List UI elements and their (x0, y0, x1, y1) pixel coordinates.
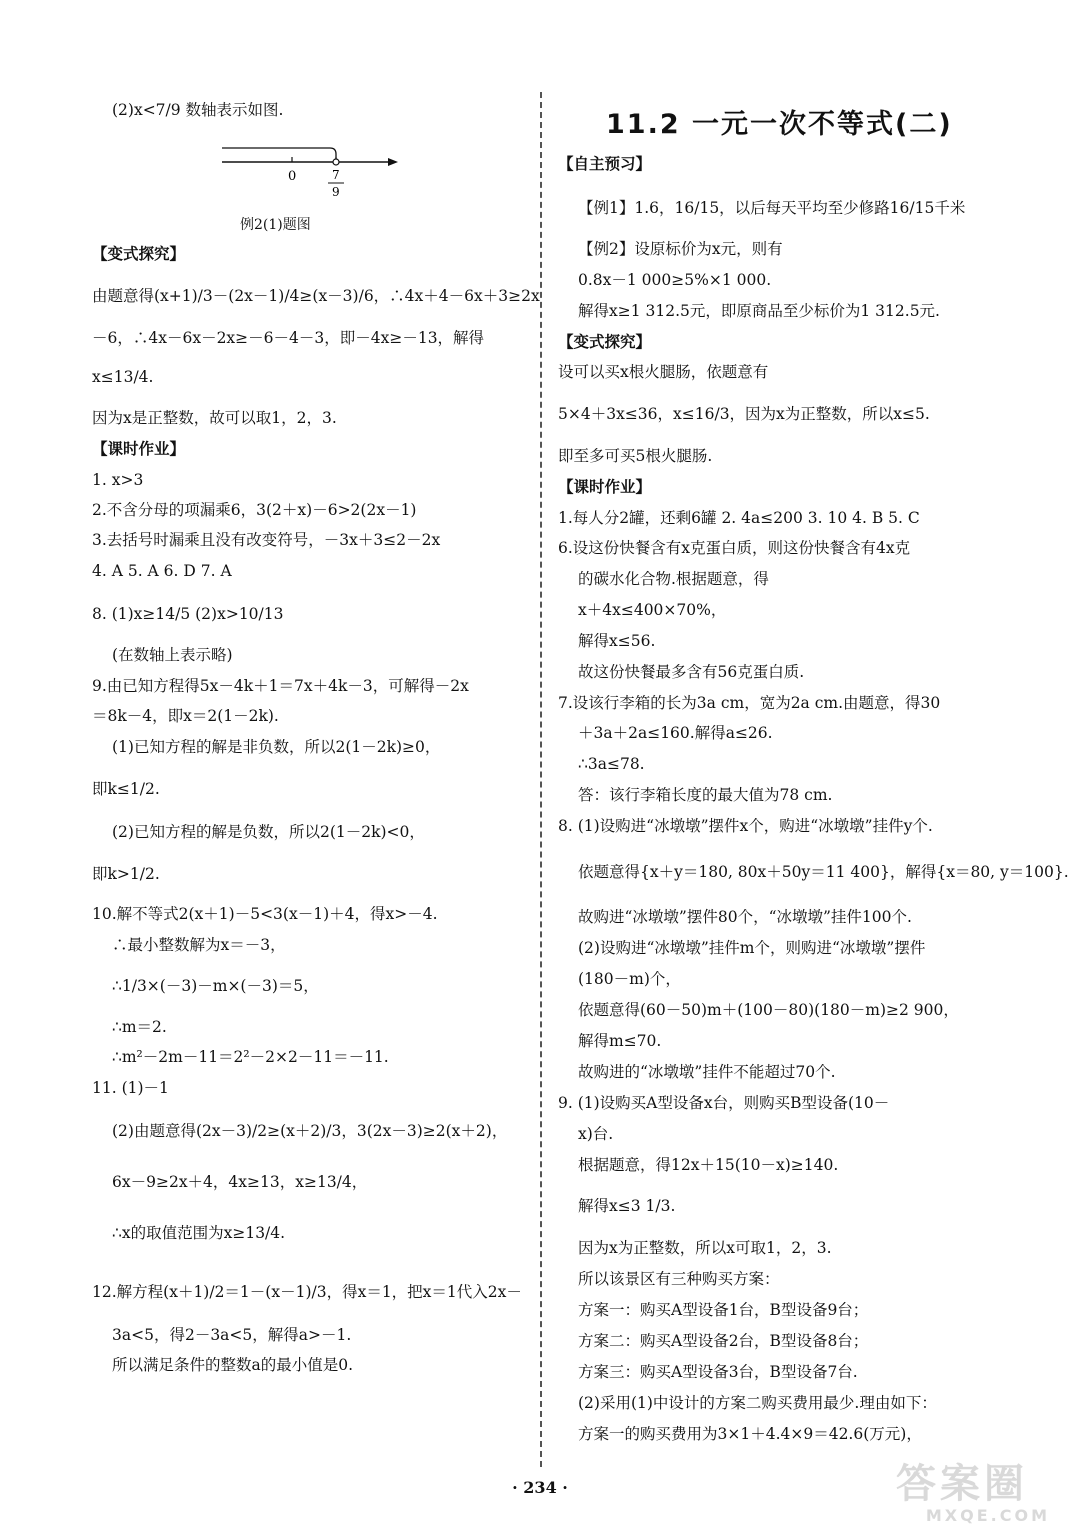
text-line: 依题意得{x＋y＝180, 80x＋50y＝11 400}，解得{x＝80, y＝100}. (578, 863, 1069, 881)
text-line: 7.设该行李箱的长为3a cm，宽为2a cm.由题意，得30 (558, 694, 941, 712)
text-line: 所以满足条件的整数a的最小值是0. (112, 1356, 354, 1374)
label-frac-den: 9 (332, 185, 340, 199)
text-line: ∴3a≤78. (578, 755, 645, 773)
watermark-logo (896, 1462, 1056, 1528)
text-line: 故购进的“冰墩墩”挂件不能超过70个. (578, 1063, 836, 1081)
section-title: 11.2 一元一次不等式(二) (606, 109, 953, 140)
text-line: (2)由题意得(2x－3)/2≥(x＋2)/3，3(2x－3)≥2(x＋2)， (112, 1122, 508, 1140)
text-line: 8. (1)x≥14/5 (2)x>10/13 (92, 605, 284, 623)
text-line: 答：该行李箱长度的最大值为78 cm. (578, 786, 833, 804)
text-line: 10.解不等式2(x＋1)－5<3(x－1)＋4，得x>－4. (92, 905, 438, 923)
text-line: (2)设购进“冰墩墩”挂件m个，则购进“冰墩墩”摆件 (578, 939, 926, 957)
text-line: 2.不含分母的项漏乘6，3(2＋x)－6>2(2x－1) (92, 501, 417, 519)
axis-arrow-icon (388, 158, 398, 166)
text-line: 方案一的购买费用为3×1＋4.4×9＝42.6(万元)， (578, 1425, 922, 1443)
text-line: 6.设这份快餐含有x克蛋白质，则这份快餐含有4x克 (558, 539, 911, 557)
text-line: 0.8x－1 000≥5%×1 000. (578, 271, 772, 289)
text-line: ∴m²－2m－11＝2²－2×2－11＝－11. (112, 1048, 389, 1066)
page-number: · 234 · (512, 1478, 568, 1497)
text-line: 因为x是正整数，故可以取1，2，3. (92, 409, 337, 427)
number-line-figure (212, 140, 402, 200)
section-heading: 【课时作业】 (558, 478, 652, 496)
section-heading: 【变式探究】 (92, 245, 186, 263)
text-line: 即k>1/2. (92, 865, 160, 883)
watermark-main: 答案圈 (896, 1461, 1028, 1507)
text-line: 依题意得(60－50)m＋(100－80)(180－m)≥2 900， (578, 1001, 959, 1019)
text-line: 所以该景区有三种购买方案： (578, 1270, 780, 1288)
text-line: x＋4x≤400×70%， (578, 601, 727, 619)
text-line: (2)x<7/9 数轴表示如图. (112, 101, 284, 119)
open-circle (333, 159, 339, 165)
text-line: 解得x≥1 312.5元，即原商品至少标价为1 312.5元. (578, 302, 940, 320)
text-line: 4. A 5. A 6. D 7. A (92, 562, 232, 580)
solution-ray (222, 148, 336, 162)
text-line: 设可以买x根火腿肠，依题意有 (558, 363, 769, 381)
text-line: 9.由已知方程得5x－4k＋1＝7x＋4k－3，可解得－2x (92, 677, 469, 695)
text-line: (2)已知方程的解是负数，所以2(1－2k)<0， (112, 823, 425, 841)
text-line: 【例2】设原标价为x元，则有 (578, 240, 783, 258)
text-line: 由题意得(x+1)/3－(2x－1)/4≥(x－3)/6，∴4x＋4－6x＋3≥2x (92, 287, 540, 305)
text-line: 故这份快餐最多含有56克蛋白质. (578, 663, 805, 681)
text-line: (1)已知方程的解是非负数，所以2(1－2k)≥0， (112, 738, 441, 756)
watermark-sub: MXQE.COM (925, 1506, 1050, 1525)
text-line: ∴x的取值范围为x≥13/4. (112, 1224, 286, 1242)
text-line: 1.每人分2罐，还剩6罐 2. 4a≤200 3. 10 4. B 5. C (558, 509, 920, 527)
section-heading: 【变式探究】 (558, 333, 652, 351)
text-line: 8. (1)设购进“冰墩墩”摆件x个，购进“冰墩墩”挂件y个. (558, 817, 933, 835)
section-heading: 【课时作业】 (92, 440, 186, 458)
text-line: 方案三：购买A型设备3台，B型设备7台. (578, 1363, 858, 1381)
text-line: 故购进“冰墩墩”摆件80个，“冰墩墩”挂件100个. (578, 908, 912, 926)
text-line: 根据题意，得12x＋15(10－x)≥140. (578, 1156, 839, 1174)
text-line: 11. (1)－1 (92, 1079, 169, 1097)
section-heading: 【自主预习】 (558, 155, 652, 173)
text-line: ∴1/3×(－3)－m×(－3)＝5， (112, 977, 319, 995)
text-line: 5×4＋3x≤36，x≤16/3，因为x为正整数，所以x≤5. (558, 405, 930, 423)
text-line: ∴最小整数解为x＝－3， (112, 936, 286, 954)
text-line: 1. x>3 (92, 471, 144, 489)
text-line: 3a<5，得2－3a<5，解得a>－1. (112, 1326, 352, 1344)
text-line: ＋3a＋2a≤160.解得a≤26. (578, 724, 773, 742)
text-line: (180－m)个， (578, 970, 681, 988)
text-line: x)台. (578, 1125, 614, 1143)
text-line: 12.解方程(x＋1)/2＝1－(x－1)/3，得x＝1，把x＝1代入2x－ (92, 1283, 522, 1301)
text-line: 【例1】1.6，16/15，以后每天平均至少修路16/15千米 (578, 199, 966, 217)
text-line: 因为x为正整数，所以x可取1，2，3. (578, 1239, 832, 1257)
text-line: 即k≤1/2. (92, 780, 160, 798)
text-line: (2)采用(1)中设计的方案二购买费用最少.理由如下： (578, 1394, 937, 1412)
column-divider (540, 92, 542, 1467)
figure-caption: 例2(1)题图 (240, 217, 311, 233)
text-line: －6，∴4x－6x－2x≥－6－4－3，即－4x≥－13，解得 (92, 329, 485, 347)
text-line: 方案一：购买A型设备1台，B型设备9台； (578, 1301, 869, 1319)
text-line: 解得x≤3 1/3. (578, 1197, 676, 1215)
label-zero: 0 (288, 169, 297, 184)
text-line: 方案二：购买A型设备2台，B型设备8台； (578, 1332, 869, 1350)
text-line: 9. (1)设购买A型设备x台，则购买B型设备(10－ (558, 1094, 890, 1112)
text-line: 解得x≤56. (578, 632, 656, 650)
text-line: 即至多可买5根火腿肠. (558, 447, 713, 465)
text-line: 3.去括号时漏乘且没有改变符号，－3x＋3≤2－2x (92, 531, 441, 549)
text-line: ＝8k－4，即x＝2(1－2k). (92, 707, 279, 725)
text-line: 解得m≤70. (578, 1032, 662, 1050)
text-line: (在数轴上表示略) (112, 646, 233, 664)
text-line: ∴m＝2. (112, 1018, 167, 1036)
text-line: x≤13/4. (92, 368, 154, 386)
label-frac-num: 7 (332, 168, 340, 182)
text-line: 6x－9≥2x＋4，4x≥13，x≥13/4， (112, 1173, 368, 1191)
text-line: 的碳水化合物.根据题意，得 (578, 570, 769, 588)
